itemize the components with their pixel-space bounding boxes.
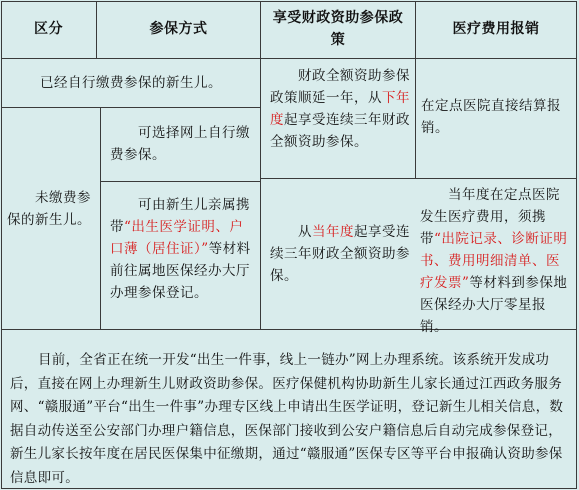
header-category: 区分 — [34, 21, 63, 37]
unpaid-reimbursement-text-end: 等材料到参保地医保经办大厅零星报销。 — [420, 275, 568, 335]
self-paid-category: 已经自行缴费参保的新生儿。 — [40, 75, 222, 91]
self-paid-subsidy — [270, 65, 410, 153]
rule-subsidy-top — [260, 178, 415, 179]
unpaid-agency-text-end: 等材料前往属地医保经办大厅办理参保登记。 — [110, 241, 251, 301]
self-paid-subsidy-text-end: 起享受连续三年财政全额资助参保。 — [270, 112, 410, 150]
unpaid-agency-highlight: “出生医学证明、户口薄（居住证）” — [110, 219, 244, 257]
unpaid-subsidy-text-end: 起享受连续三年财政全额资助参保。 — [270, 224, 410, 284]
header-method: 参保方式 — [149, 21, 208, 37]
unpaid-subsidy-text: 从 — [298, 224, 312, 240]
self-paid-reimbursement: 在定点医院直接结算报销。 — [421, 98, 561, 136]
header-subsidy: 享受财政资助参保政策 — [272, 10, 404, 48]
unpaid-agency-text: 可由新生儿亲属携带 — [110, 197, 250, 235]
unpaid-subsidy — [270, 221, 410, 287]
rule-row1-bottom — [1, 107, 260, 108]
rule-right — [576, 1, 577, 489]
rule-left — [1, 1, 2, 489]
footnote-paragraph: 目前，全省正在统一开发“出生一件事，线上一链办”网上办理系统。该系统开发成功后，直接在网上办理新生儿财政资助参保。医疗保健机构协助新生儿家长通过江西政务服务网、“赣服通”平台“出生一件事”办理专区线上申请出生医学证明，登记新生儿相关信息，数据自动传送至公安部门办理户籍信息，医保部门接收到公安户籍信息后自动完成参保登记，新生儿家长按年度在居民医保集中征缴期，通过“赣服通”医保专区等平台申报确认资助参保信息即可。 — [10, 352, 564, 486]
unpaid-agency-option — [110, 194, 256, 304]
unpaid-reimbursement — [420, 184, 572, 338]
unpaid-reimbursement-text: 当年度在定点医院发生医疗费用，须携带 — [420, 187, 560, 247]
self-paid-subsidy-text: 财政全额资助参保政策顺延一年，从 — [270, 68, 410, 106]
rule-header-bottom — [1, 58, 577, 59]
rule-online-bottom — [100, 181, 260, 182]
rule-col2 — [260, 1, 261, 329]
header-reimbursement: 医疗费用报销 — [452, 21, 540, 37]
unpaid-category: 未缴费参保的新生儿。 — [7, 190, 91, 228]
rule-row1-bottom-right — [415, 178, 577, 179]
rule-top — [1, 1, 577, 2]
unpaid-online-option: 可选择网上自行缴费参保。 — [110, 125, 250, 163]
unpaid-subsidy-highlight: 当年度 — [312, 224, 354, 240]
rule-col1-lower — [100, 107, 101, 329]
self-paid-subsidy-highlight: 下年度 — [270, 90, 410, 128]
unpaid-reimbursement-highlight: “出院记录、诊断证明书、费用明细清单、医疗发票” — [420, 231, 568, 291]
